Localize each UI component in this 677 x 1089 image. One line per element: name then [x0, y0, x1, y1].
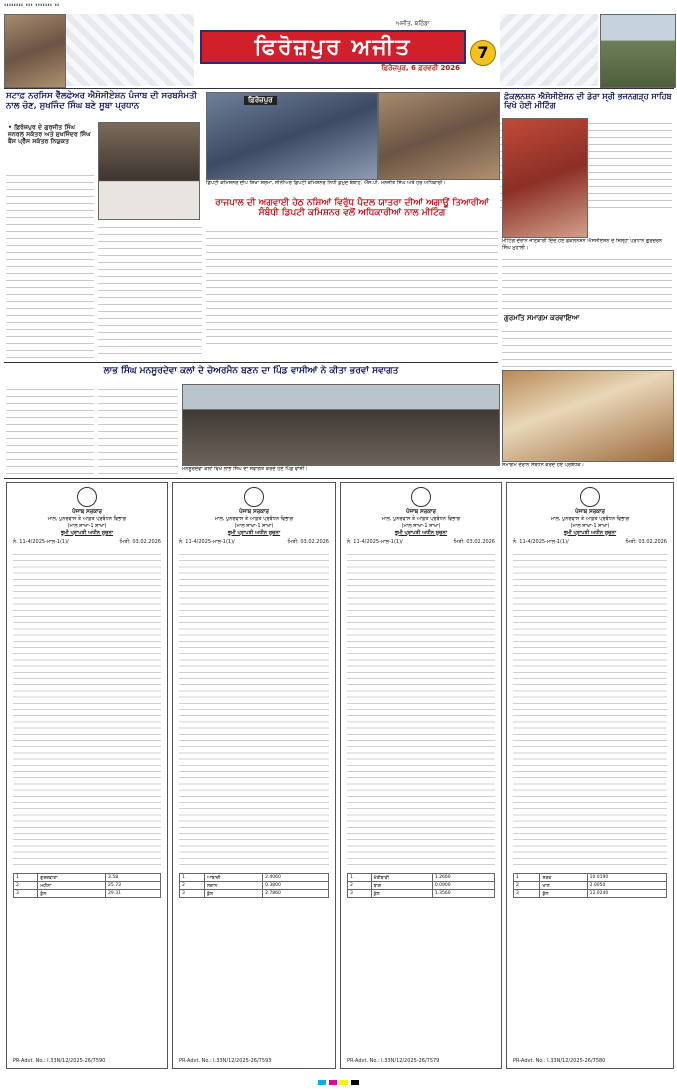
notice-3-emblem — [411, 487, 431, 507]
notice-3 — [340, 482, 502, 1069]
notice-2-date: ਮਿਤੀ: 03.02.2026 — [287, 539, 329, 545]
story5-photo-caption: ਸਮਾਗਮ ਦੌਰਾਨ ਸੰਬੋਧਨ ਕਰਦੇ ਹੋਏ ਪ੍ਰਬੰਧਕ। — [502, 462, 585, 468]
story1-headline: ਸਟਾਫ਼ ਨਰਸਿਸ ਵੈੱਲਫੇਅਰ ਐਸੋਸੀਏਸ਼ਨ ਪੰਜਾਬ ਦੀ ਸਰਬਸੰਮਤੀ ਨਾਲ ਚੋਣ, ਸੁਖਜਿੰਦ ਸਿੰਘ ਬਣੇ ਸੂਬਾ ਪ੍ਰਧਾਨ — [6, 91, 197, 111]
notice-4-table — [513, 873, 667, 898]
story4-body-2 — [98, 384, 178, 474]
cell: ਬਾਗ਼ — [371, 882, 432, 890]
cell: ਮਹੀਨਾ — [38, 882, 106, 890]
cell: ਸੜਕ — [540, 874, 587, 882]
notice-4-emblem — [580, 487, 600, 507]
cell: ਕੁੱਲ — [540, 890, 587, 898]
cell: 29.31 — [106, 890, 161, 898]
story4-headline: ਲਾਭ ਸਿੰਘ ਮਨਸੂਰਦੇਵਾ ਕਲਾਂ ਦੇ ਚੇਅਰਮੈਨ ਬਣਨ ਦਾ ਪਿੰਡ ਵਾਸੀਆਂ ਨੇ ਕੀਤਾ ਭਰਵਾਂ ਸਵਾਗਤ — [103, 366, 399, 376]
cell: ਗੁਰਦਵਾਰਾ — [38, 874, 106, 882]
notice-4-body — [513, 550, 667, 870]
story3-photo — [502, 118, 588, 238]
notice-2-ref: ਨੰ. 11-4/2025-ਮਾਲ-1(1)/ — [179, 539, 235, 545]
notice-1-dept: ਮਾਲ, ਪੁਨਰਵਾਸ ਤੇ ਆਫ਼ਤ ਪ੍ਰਬੰਧਨ ਵਿਭਾਗ — [47, 516, 127, 522]
story2-photo-2 — [378, 92, 500, 180]
cell: 3 — [348, 890, 372, 898]
notice-1-branch: (ਮਾਲ ਸ਼ਾਖਾ-1 ਸ਼ਾਖਾ) — [67, 523, 107, 529]
cell: ਕੁੱਲ — [371, 890, 432, 898]
notice-3-date: ਮਿਤੀ: 03.02.2026 — [453, 539, 495, 545]
notice-1-title: ਭੂਮੀ ਪ੍ਰਾਪਤੀ ਅਧੀਨ ਸੂਚਨਾ — [60, 530, 114, 536]
notices-rule — [4, 478, 674, 479]
cell: 0.3800 — [263, 882, 329, 890]
cell: 2 — [14, 882, 38, 890]
cell: 2.0050 — [587, 882, 666, 890]
notice-3-title: ਭੂਮੀ ਪ੍ਰਾਪਤੀ ਅਧੀਨ ਸੂਚਨਾ — [394, 530, 448, 536]
notice-2-gov: ਪੰਜਾਬ ਸਰਕਾਰ — [239, 509, 269, 515]
cell: 2.7860 — [263, 890, 329, 898]
story2-photo — [206, 92, 378, 180]
notice-1-footer: PR-Advt. No.: I.33N/12/2025-26/7590 — [13, 1058, 106, 1064]
cell: ਖੇਤੀਬਾੜੀ — [371, 874, 432, 882]
cell: 3 — [514, 890, 540, 898]
notice-4-gov: ਪੰਜਾਬ ਸਰਕਾਰ — [575, 509, 605, 515]
notice-4-title: ਭੂਮੀ ਪ੍ਰਾਪਤੀ ਅਧੀਨ ਸੂਚਨਾ — [563, 530, 617, 536]
masthead-title: ਫਿਰੋਜ਼ਪੁਰ ਅਜੀਤ — [200, 30, 466, 64]
black-swatch — [351, 1080, 359, 1085]
notice-2 — [172, 482, 336, 1069]
top-rule — [4, 88, 674, 89]
notice-3-body — [347, 550, 495, 870]
notice-4-dept: ਮਾਲ, ਪੁਨਰਵਾਸ ਤੇ ਆਫ਼ਤ ਪ੍ਰਬੰਧਨ ਵਿਭਾਗ — [550, 516, 630, 522]
story5-photo — [502, 370, 674, 462]
cell: ਖਾਲ — [540, 882, 587, 890]
section-label: ਫ਼ਿਰੋਜ਼ਪੁਰ — [244, 96, 277, 105]
notice-4-date: ਮਿਤੀ: 03.02.2026 — [625, 539, 667, 545]
story4-body-1 — [6, 384, 94, 474]
notice-1-gov: ਪੰਜਾਬ ਸਰਕਾਰ — [72, 509, 102, 515]
story3-photo-caption: ਮੀਟਿੰਗ ਦੌਰਾਨ ਜਾਣਕਾਰੀ ਦਿੰਦੇ ਹੋਏ ਫੋਕਲਨਸ਼ਨ ਐਸੋਸੀਏਸ਼ਨ ਦੇ ਜ਼ਿਲ੍ਹਾ ਪ੍ਰਧਾਨ ਗੁਰਚਰਨ ਸਿੰਘ ਮੁਹਾਲੀ। — [502, 238, 663, 251]
story1-body-right — [98, 222, 202, 360]
cell: 2.4060 — [263, 874, 329, 882]
notice-1 — [6, 482, 168, 1069]
story5-body — [502, 326, 672, 368]
notice-2-body — [179, 550, 329, 870]
cell: 1.3560 — [432, 890, 494, 898]
magenta-swatch — [329, 1080, 337, 1085]
cell: 1 — [348, 874, 372, 882]
notice-3-ref: ਨੰ. 11-4/2025-ਮਾਲ-1(1)/ — [347, 539, 403, 545]
notice-3-gov: ਪੰਜਾਬ ਸਰਕਾਰ — [406, 509, 436, 515]
story2-body — [206, 226, 498, 346]
cell: 10.0190 — [587, 874, 666, 882]
cell: 25.73 — [106, 882, 161, 890]
notice-2-footer: PR-Advt. No.: I.33N/12/2025-26/7593 — [179, 1058, 272, 1064]
notice-1-ref: ਨੰ. 11-4/2025-ਮਾਲ-1(1)/ — [13, 539, 69, 545]
notice-3-table — [347, 873, 495, 898]
story2-photo-caption: ਡਿਪਟੀ ਕਮਿਸ਼ਨਰ ਦੀਪ ਸ਼ਿਖਾ ਸ਼ਰਮਾ, ਸੀਨੀਅਰ ਡਿਪਟੀ ਕਮਿਸ਼ਨਰ ਨਿਧੀ ਕੁਮੁਦ ਬੰਬਾਹ, ਐੱਸ.ਪੀ. ਮਨਜੀਤ ਸਿੰਘ ਅਤੇ ਹੋਰ ਅਧਿਕਾਰੀ। — [206, 180, 446, 186]
cell: 12.0240 — [587, 890, 666, 898]
yellow-swatch — [340, 1080, 348, 1085]
cell: ਆਬਾਦੀ — [204, 874, 262, 882]
page-number: 7 — [470, 40, 496, 66]
banner-photo-left — [4, 14, 66, 88]
story1-body-left — [6, 170, 94, 360]
masthead-date: ਫ਼ਿਰੋਜ਼ਪੁਰ, 6 ਫ਼ਰਵਰੀ 2026 — [381, 64, 460, 72]
masthead-subtitle: ਅਜੀਤ, ਬਠਿੰਡਾ — [396, 20, 430, 27]
cell: 1.2660 — [432, 874, 494, 882]
notice-4 — [506, 482, 674, 1069]
story3-body-bottom — [502, 254, 672, 310]
cell: 1 — [514, 874, 540, 882]
mid-rule — [4, 362, 498, 363]
story5-headline: ਗੁਰਮਤਿ ਸਮਾਗਮ ਕਰਵਾਇਆ — [504, 313, 580, 322]
notice-2-emblem — [244, 487, 264, 507]
notice-3-branch: (ਮਾਲ ਸ਼ਾਖਾ-1 ਸ਼ਾਖਾ) — [401, 523, 441, 529]
notice-3-footer: PR-Advt. No.: I.33N/12/2025-26/7579 — [347, 1058, 440, 1064]
cell: 2 — [180, 882, 205, 890]
cell: 2 — [514, 882, 540, 890]
banner-photo-right — [600, 14, 676, 88]
banner-pattern — [66, 14, 194, 86]
notice-2-title: ਭੂਮੀ ਪ੍ਰਾਪਤੀ ਅਧੀਨ ਸੂਚਨਾ — [227, 530, 281, 536]
cell: ਕੁੱਲ — [204, 890, 262, 898]
cell: 2 — [348, 882, 372, 890]
notice-2-branch: (ਮਾਲ ਸ਼ਾਖਾ-1 ਸ਼ਾਖਾ) — [234, 523, 274, 529]
story1-subhead: • ਫ਼ਿਰੋਜ਼ਪੁਰ ਦੇ ਗੁਰਜੀਤ ਸਿੰਘ ਜਨਰਲ ਸਕੱਤਰ ਅਤੇ ਸੁਖਜਿੰਦਰ ਸਿੰਘ ਬੈਂਸ ਪ੍ਰੈੱਸ ਸਕੱਤਰ ਨਿਯੁਕਤ — [8, 124, 91, 146]
cell: ਕੁੱਲ — [38, 890, 106, 898]
cell: 3 — [14, 890, 38, 898]
color-registration-strip — [0, 1075, 677, 1089]
cell: 1 — [14, 874, 38, 882]
notice-4-footer: PR-Advt. No.: I.33N/12/2025-26/7580 — [513, 1058, 606, 1064]
cell: 1 — [180, 874, 205, 882]
print-metadata-strip: ▮▮▮▮▮▮▮▮ ▮▮▮ ▮▮▮▮▮▮▮ ▮▮ — [4, 2, 60, 7]
story3-headline: ਫ਼ੋਕਲਨਸ਼ਨ ਐਸੋਸੀਏਸ਼ਨ ਦੀ ਡੇਰਾ ਸ੍ਰੀ ਭਜਨਗੜ੍ਹ ਸਾਹਿਬ ਵਿਖੇ ਹੋਈ ਮੀਟਿੰਗ — [504, 91, 672, 111]
notice-1-table — [13, 873, 161, 898]
story1-portrait — [98, 122, 200, 220]
masthead — [196, 20, 466, 82]
cell: 0.0900 — [432, 882, 494, 890]
cyan-swatch — [318, 1080, 326, 1085]
notice-3-dept: ਮਾਲ, ਪੁਨਰਵਾਸ ਤੇ ਆਫ਼ਤ ਪ੍ਰਬੰਧਨ ਵਿਭਾਗ — [381, 516, 461, 522]
notice-2-dept: ਮਾਲ, ਪੁਨਰਵਾਸ ਤੇ ਆਫ਼ਤ ਪ੍ਰਬੰਧਨ ਵਿਭਾਗ — [214, 516, 294, 522]
notice-2-table — [179, 873, 329, 898]
notice-1-date: ਮਿਤੀ: 03.02.2026 — [119, 539, 161, 545]
notice-1-emblem — [77, 487, 97, 507]
story4-photo-caption: ਮਨਸੂਰਦੇਵਾ ਕਲਾਂ ਵਿਖੇ ਲਾਭ ਸਿੰਘ ਦਾ ਸਵਾਗਤ ਕਰਦੇ ਹੋਏ ਪਿੰਡ ਵਾਸੀ। — [182, 466, 308, 472]
notice-1-body — [13, 550, 161, 870]
cell: 3.58 — [106, 874, 161, 882]
cell: 3 — [180, 890, 205, 898]
banner-pattern-right — [500, 14, 598, 86]
cell: ਲਗਾਨ — [204, 882, 262, 890]
notice-4-ref: ਨੰ. 11-4/2025-ਮਾਲ-1(1)/ — [513, 539, 569, 545]
story4-photo — [182, 384, 500, 466]
story2-headline: ਰਾਜਪਾਲ ਦੀ ਅਗਵਾਈ ਹੇਠ ਨਸ਼ਿਆਂ ਵਿਰੁੱਧ ਪੈਦਲ ਯਾਤਰਾ ਦੀਆਂ ਅਗਾਊਂ ਤਿਆਰੀਆਂ ਸੰਬੰਧੀ ਡਿਪਟੀ ਕਮਿਸ਼ਨਰ ਵਲੋਂ ਅਧਿਕਾਰੀਆਂ ਨਾਲ ਮੀਟਿੰਗ — [215, 198, 489, 219]
notice-4-branch: (ਮਾਲ ਸ਼ਾਖਾ-1 ਸ਼ਾਖਾ) — [570, 523, 610, 529]
